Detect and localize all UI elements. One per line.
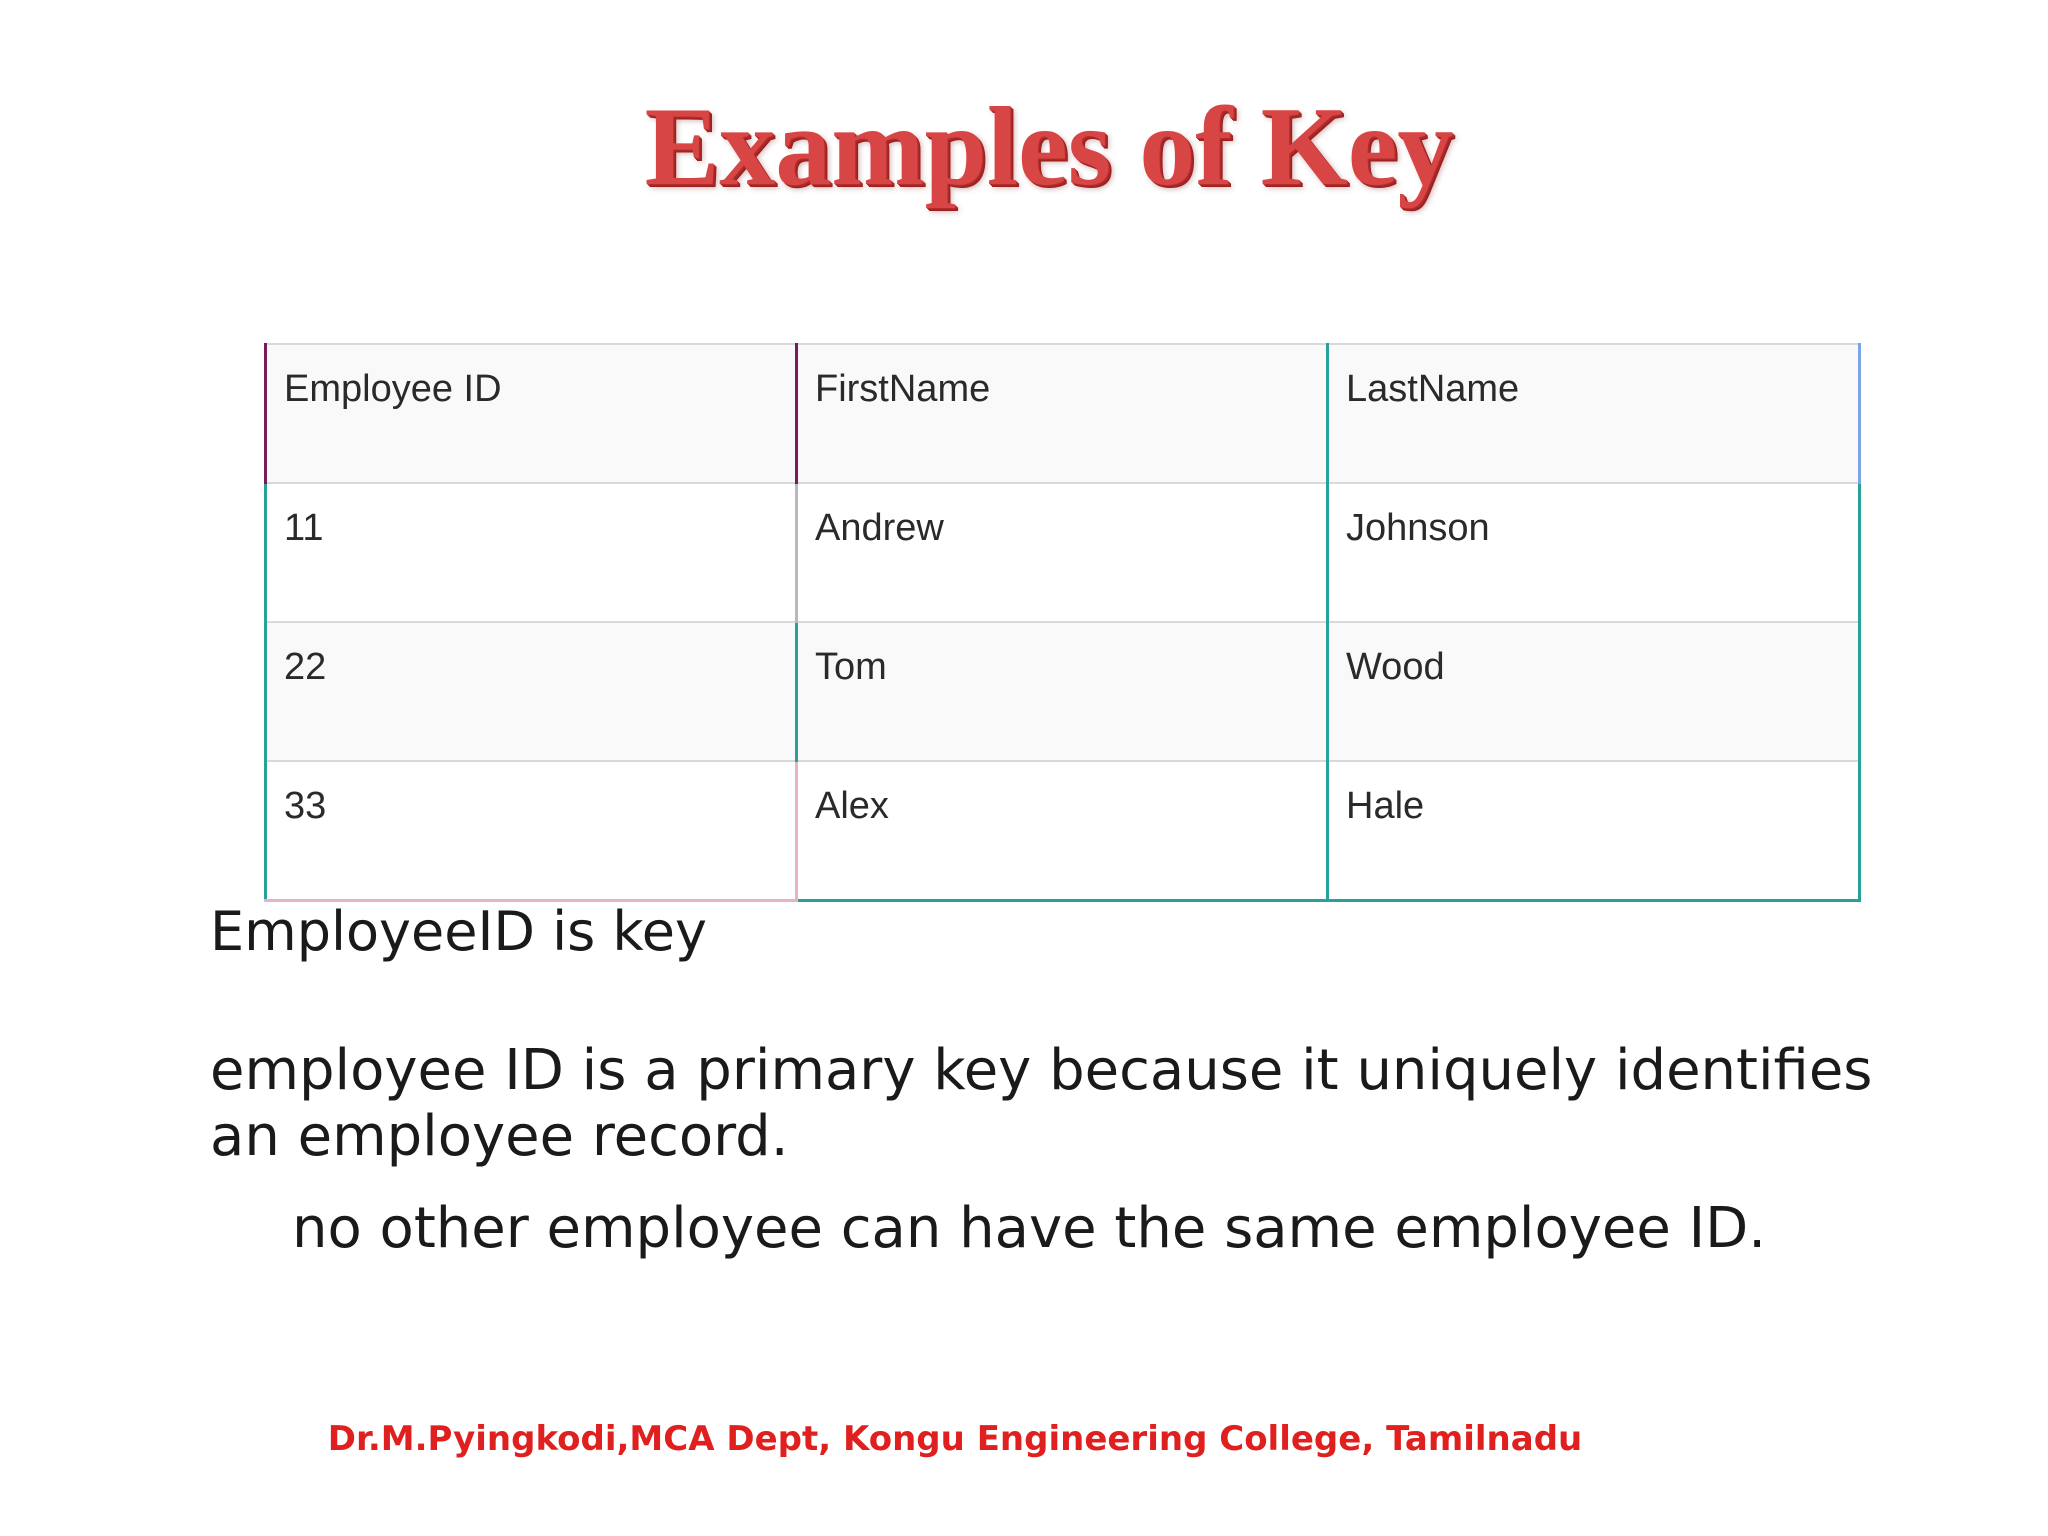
table-cell: Alex [797,761,1328,900]
table-cell: Andrew [797,483,1328,622]
table-cell: 22 [266,622,797,761]
footer-credit: Dr.M.Pyingkodi,MCA Dept, Kongu Engineering College, Tamilnadu [327,1419,1583,1459]
table-cell: Tom [797,622,1328,761]
table-cell: 11 [266,483,797,622]
table-header-cell: LastName [1328,344,1860,483]
table-row [266,622,1860,761]
table-cell: Wood [1328,622,1860,761]
sub-note-text: no other employee can have the same employee ID. [292,1196,1767,1261]
table-header-cell: FirstName [797,344,1328,483]
table-cell: Johnson [1328,483,1860,622]
employee-table [264,343,1861,902]
table-cell: Hale [1328,761,1860,900]
table-header-cell: Employee ID [266,344,797,483]
table-row [266,483,1860,622]
explanation-text: employee ID is a primary key because it uniquely identifies an employee record. [210,1038,1873,1169]
table-cell: 33 [266,761,797,900]
table-row [266,761,1860,900]
slide-title: Examples of Key [644,85,1454,209]
key-statement: EmployeeID is key [210,900,707,963]
table-header-row [266,344,1860,483]
